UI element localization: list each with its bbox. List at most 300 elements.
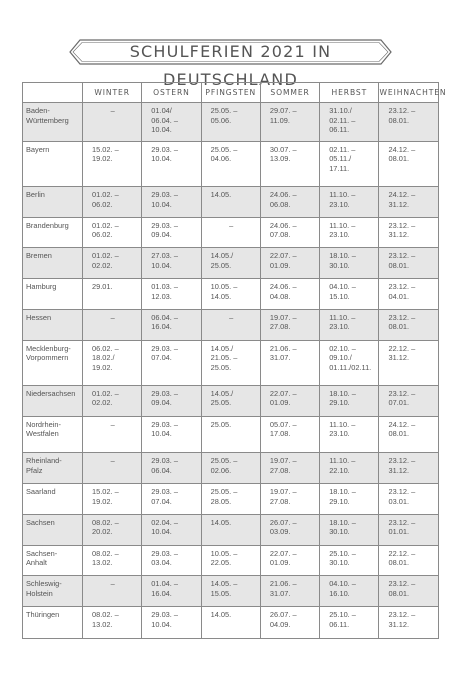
date-cell-sommer	[260, 248, 319, 279]
state-name-line: Thüringen	[26, 610, 60, 620]
date-line: 22.07. –	[269, 388, 297, 398]
date-line: 08.01.	[388, 154, 410, 164]
date-line: 01.02. –	[92, 220, 119, 230]
date-line: 27.03. –	[151, 251, 179, 261]
date-line: 29.03. –	[151, 343, 179, 353]
date-cell-sommer	[260, 545, 319, 576]
date-line: 03.01.	[388, 496, 410, 506]
date-line: 06.08.	[269, 199, 291, 209]
date-line: 02.10. –	[329, 343, 356, 353]
date-cell-weihnachten	[379, 385, 438, 416]
state-name-line: Pfalz	[26, 465, 43, 475]
date-cell-weihnachten	[379, 103, 438, 142]
date-line: 22.10.	[329, 465, 350, 475]
date-cell-sommer	[260, 576, 319, 607]
column-header-herbst: HERBST	[320, 83, 379, 103]
date-cell-pfingsten	[201, 576, 260, 607]
date-line: 09.04.	[151, 398, 172, 408]
date-cell-ostern	[142, 484, 201, 515]
date-cell-ostern	[142, 340, 201, 385]
date-line: 02.02.	[92, 260, 113, 270]
date-cell-ostern	[142, 514, 201, 545]
date-cell-pfingsten	[201, 385, 260, 416]
state-name-cell	[23, 484, 83, 515]
date-line: 18.10. –	[329, 388, 356, 398]
date-line: 08.01.	[388, 260, 410, 270]
date-line: 26.07. –	[269, 610, 297, 620]
table-row	[23, 340, 439, 385]
date-cell-weihnachten	[379, 248, 438, 279]
date-line: 06.11.	[329, 619, 350, 629]
date-line: 19.02.	[92, 362, 113, 372]
date-line: 17.08.	[269, 429, 291, 438]
date-line: 29.03. –	[151, 388, 179, 398]
state-name-line: Anhalt	[26, 558, 47, 568]
date-cell-pfingsten	[201, 340, 260, 385]
state-name-line: Bremen	[26, 251, 52, 261]
date-line: 02.11. –	[329, 144, 356, 154]
date-line: 10.04.	[151, 429, 172, 438]
date-line: 14.05.	[210, 517, 232, 527]
date-cell-pfingsten	[201, 217, 260, 248]
date-line: 21.06. –	[269, 343, 297, 353]
date-line: 05.06.	[210, 115, 232, 125]
date-line: 14.05.	[210, 291, 232, 301]
date-line: 10.05. –	[210, 282, 238, 292]
date-line: 01.01.	[388, 527, 410, 537]
date-line: 29.03. –	[151, 487, 179, 497]
page-title: SCHULFERIEN 2021 IN DEUTSCHLAND	[129, 42, 332, 89]
state-name-line: Hamburg	[26, 282, 57, 292]
date-line: 23.12. –	[388, 282, 416, 292]
date-line: 18.10. –	[329, 251, 356, 261]
date-line: 01.09.	[269, 558, 291, 568]
date-line: 23.12. –	[388, 456, 416, 466]
state-name-line: Bayern	[26, 144, 50, 154]
state-name-line: Westfalen	[26, 429, 59, 438]
state-name-line: Sachsen	[26, 517, 55, 527]
table-row	[23, 385, 439, 416]
date-line: 29.03. –	[151, 610, 179, 620]
date-line: 16.10.	[329, 588, 350, 598]
date-cell-ostern	[142, 576, 201, 607]
date-line: 08.02. –	[92, 610, 119, 620]
date-line: 23.12. –	[388, 251, 416, 261]
table-body	[23, 103, 439, 639]
date-line: 14.05. –	[210, 579, 238, 589]
column-header-ostern: OSTERN	[142, 83, 201, 103]
date-line: 27.08.	[269, 465, 291, 475]
date-line: 25.05.	[210, 260, 232, 270]
date-line: 24.06. –	[269, 190, 297, 200]
date-line: 22.12. –	[388, 343, 416, 353]
column-header-winter: WINTER	[83, 83, 142, 103]
date-cell-winter	[83, 576, 142, 607]
state-name-cell	[23, 514, 83, 545]
date-line: 19.02.	[92, 154, 113, 164]
date-line: 08.02. –	[92, 517, 119, 527]
date-line: –	[110, 579, 115, 589]
state-name-cell	[23, 141, 83, 186]
date-line: 10.05. –	[210, 548, 238, 558]
date-cell-pfingsten	[201, 484, 260, 515]
date-cell-ostern	[142, 141, 201, 186]
state-name-line: Vorpommern	[26, 353, 69, 363]
date-cell-herbst	[320, 217, 379, 248]
date-line: 13.02.	[92, 558, 113, 568]
date-cell-ostern	[142, 416, 201, 453]
state-name-cell	[23, 545, 83, 576]
date-cell-herbst	[320, 309, 379, 340]
date-line: 10.04.	[151, 260, 172, 270]
column-header-sommer: SOMMER	[260, 83, 319, 103]
date-line: 11.10. –	[329, 456, 356, 466]
date-line: 08.01.	[388, 322, 410, 332]
date-cell-winter	[83, 217, 142, 248]
date-cell-herbst	[320, 416, 379, 453]
table-row	[23, 416, 439, 453]
date-line: 21.05. –	[210, 353, 238, 363]
date-line: 31.10./	[329, 106, 352, 115]
date-line: 29.10.	[329, 496, 350, 506]
state-name-cell	[23, 217, 83, 248]
date-line: 27.08.	[269, 496, 291, 506]
date-cell-sommer	[260, 141, 319, 186]
state-name-cell	[23, 187, 83, 218]
date-line: –	[110, 419, 115, 429]
date-line: 25.05. –	[210, 106, 238, 115]
date-line: 02.11. –	[329, 115, 356, 125]
date-cell-sommer	[260, 279, 319, 310]
date-line: 16.04.	[151, 588, 172, 598]
table-row	[23, 103, 439, 142]
date-line: 29.03. –	[151, 548, 179, 558]
date-line: 08.02. –	[92, 548, 119, 558]
date-cell-winter	[83, 187, 142, 218]
date-cell-pfingsten	[201, 545, 260, 576]
date-line: 02.04. –	[151, 517, 179, 527]
date-line: 19.02.	[92, 496, 113, 506]
date-line: 17.11.	[329, 163, 350, 173]
date-line: 24.06. –	[269, 220, 297, 230]
date-line: 01.11./02.11.	[329, 362, 372, 372]
date-line: 31.12.	[388, 353, 410, 363]
date-line: 15.05.	[210, 588, 232, 598]
date-cell-winter	[83, 607, 142, 639]
state-name-line: Saarland	[26, 487, 56, 497]
date-line: 16.04.	[151, 322, 172, 332]
holiday-table	[22, 82, 447, 639]
date-cell-sommer	[260, 484, 319, 515]
date-cell-herbst	[320, 340, 379, 385]
date-cell-weihnachten	[379, 217, 438, 248]
date-line: 14.05.	[210, 190, 232, 200]
date-line: 14.05.	[210, 610, 232, 620]
date-cell-pfingsten	[201, 279, 260, 310]
state-name-line: Brandenburg	[26, 220, 69, 230]
table-row	[23, 453, 439, 484]
date-line: 13.09.	[269, 154, 291, 164]
date-cell-herbst	[320, 385, 379, 416]
date-cell-pfingsten	[201, 607, 260, 639]
date-line: 08.01.	[388, 558, 410, 568]
column-header-pfingsten: PFINGSTEN	[201, 83, 260, 103]
date-line: 24.12. –	[388, 419, 416, 429]
date-cell-sommer	[260, 416, 319, 453]
date-cell-herbst	[320, 453, 379, 484]
date-line: 20.02.	[92, 527, 113, 537]
date-line: 31.07.	[269, 588, 291, 598]
date-line: 06.04. –	[151, 115, 179, 125]
date-cell-herbst	[320, 248, 379, 279]
date-line: 25.10. –	[329, 610, 356, 620]
date-line: 25.05.	[210, 419, 232, 429]
date-cell-sommer	[260, 309, 319, 340]
date-line: 22.07. –	[269, 548, 297, 558]
date-line: 15.02. –	[92, 144, 119, 154]
date-line: 19.07. –	[269, 456, 297, 466]
date-line: 06.11.	[329, 125, 350, 134]
date-line: 31.12.	[388, 619, 410, 629]
state-name-line: Berlin	[26, 190, 45, 200]
date-cell-herbst	[320, 576, 379, 607]
date-line: 30.07. –	[269, 144, 297, 154]
date-cell-sommer	[260, 217, 319, 248]
date-cell-ostern	[142, 279, 201, 310]
date-line: 02.06.	[210, 465, 232, 475]
date-line: 24.12. –	[388, 190, 416, 200]
date-line: 02.02.	[92, 398, 113, 408]
date-line: 23.12. –	[388, 388, 416, 398]
date-line: 23.12. –	[388, 517, 416, 527]
date-line: 24.12. –	[388, 144, 416, 154]
date-cell-herbst	[320, 514, 379, 545]
date-cell-herbst	[320, 187, 379, 218]
date-line: 23.10.	[329, 322, 350, 332]
date-line: 06.04.	[151, 465, 172, 475]
date-line: –	[110, 312, 115, 322]
date-cell-sommer	[260, 607, 319, 639]
date-line: 27.08.	[269, 322, 291, 332]
date-cell-winter	[83, 453, 142, 484]
date-line: 06.02. –	[92, 343, 119, 353]
date-cell-weihnachten	[379, 279, 438, 310]
date-cell-herbst	[320, 545, 379, 576]
date-line: 18.10. –	[329, 487, 356, 497]
state-name-line: Niedersachsen	[26, 388, 76, 398]
state-name-line: Mecklenburg-	[26, 343, 71, 353]
date-line: 29.03. –	[151, 456, 179, 466]
date-line: 07.04.	[151, 496, 172, 506]
title-banner	[64, 38, 397, 89]
table-row	[23, 187, 439, 218]
state-name-cell	[23, 607, 83, 639]
date-cell-pfingsten	[201, 309, 260, 340]
date-line: 11.10. –	[329, 220, 356, 230]
date-line: 25.05. –	[210, 487, 238, 497]
column-header-weihnachten: WEIHNACHTEN	[379, 83, 438, 103]
date-line: 14.05./	[210, 388, 234, 398]
date-line: 21.06. –	[269, 579, 297, 589]
table-row	[23, 576, 439, 607]
date-cell-winter	[83, 248, 142, 279]
date-line: 15.02. –	[92, 487, 119, 497]
state-name-line: Holstein	[26, 588, 53, 598]
state-name-line: Hessen	[26, 312, 52, 322]
date-cell-weihnachten	[379, 545, 438, 576]
date-line: 29.10.	[329, 398, 350, 408]
date-line: 22.05.	[210, 558, 232, 568]
date-line: 07.04.	[151, 353, 172, 363]
table-row	[23, 607, 439, 639]
date-line: 23.12. –	[388, 610, 416, 620]
date-line: 25.10. –	[329, 548, 356, 558]
date-line: 31.12.	[388, 230, 410, 240]
date-line: 22.07. –	[269, 251, 297, 261]
date-line: 14.05./	[210, 251, 234, 261]
date-line: 10.04.	[151, 619, 172, 629]
date-cell-herbst	[320, 279, 379, 310]
date-line: 31.07.	[269, 353, 291, 363]
date-line: 29.03. –	[151, 190, 179, 200]
date-cell-winter	[83, 416, 142, 453]
date-line: 23.12. –	[388, 312, 416, 322]
date-line: 07.08.	[269, 230, 291, 240]
date-cell-ostern	[142, 309, 201, 340]
state-name-line: Nordrhein-	[26, 419, 61, 429]
state-name-cell	[23, 453, 83, 484]
date-line: 23.10.	[329, 199, 350, 209]
table-row	[23, 279, 439, 310]
date-line: 29.03. –	[151, 144, 179, 154]
date-line: 09.10./	[329, 353, 352, 363]
date-cell-weihnachten	[379, 141, 438, 186]
state-name-cell	[23, 340, 83, 385]
date-line: –	[110, 456, 115, 466]
date-cell-sommer	[260, 103, 319, 142]
date-line: 29.03. –	[151, 419, 179, 429]
date-line: 04.08.	[269, 291, 291, 301]
date-cell-weihnachten	[379, 576, 438, 607]
state-name-line: Baden-	[26, 106, 50, 115]
date-line: 31.12.	[388, 465, 410, 475]
date-cell-pfingsten	[201, 103, 260, 142]
date-cell-ostern	[142, 545, 201, 576]
state-name-cell	[23, 576, 83, 607]
date-line: 11.09.	[269, 115, 290, 125]
date-cell-pfingsten	[201, 248, 260, 279]
date-line: 06.02.	[92, 230, 113, 240]
date-line: 11.10. –	[329, 312, 356, 322]
date-line: 18.02./	[92, 353, 115, 363]
date-line: 25.05. –	[210, 144, 238, 154]
date-line: 08.01.	[388, 588, 410, 598]
date-line: 10.04.	[151, 125, 172, 134]
date-line: 06.04. –	[151, 312, 179, 322]
date-line: 01.09.	[269, 260, 291, 270]
date-line: 09.04.	[151, 230, 172, 240]
date-line: 11.10. –	[329, 419, 356, 429]
state-name-line: Sachsen-	[26, 548, 58, 558]
date-line: 12.03.	[151, 291, 172, 301]
date-line: –	[229, 312, 234, 322]
table-row	[23, 309, 439, 340]
date-line: 25.05.	[210, 398, 232, 408]
date-cell-winter	[83, 141, 142, 186]
date-line: 25.05. –	[210, 456, 238, 466]
date-line: 11.10. –	[329, 190, 356, 200]
state-name-cell	[23, 248, 83, 279]
date-cell-winter	[83, 279, 142, 310]
date-line: 22.12. –	[388, 548, 416, 558]
date-line: 01.02. –	[92, 251, 119, 261]
date-cell-ostern	[142, 607, 201, 639]
date-line: 25.05.	[210, 362, 232, 372]
table-row	[23, 217, 439, 248]
date-cell-sommer	[260, 385, 319, 416]
date-line: 14.05./	[210, 343, 234, 353]
date-cell-weihnachten	[379, 416, 438, 453]
date-cell-weihnachten	[379, 187, 438, 218]
table-row	[23, 484, 439, 515]
date-cell-winter	[83, 340, 142, 385]
date-line: 07.01.	[388, 398, 410, 408]
date-line: 29.03. –	[151, 220, 179, 230]
column-header-state	[23, 83, 83, 103]
date-cell-weihnachten	[379, 484, 438, 515]
date-cell-ostern	[142, 103, 201, 142]
date-line: 19.07. –	[269, 312, 297, 322]
date-cell-herbst	[320, 484, 379, 515]
date-line: 04.01.	[388, 291, 410, 301]
state-name-line: Württemberg	[26, 115, 69, 125]
date-line: 01.04. –	[151, 579, 179, 589]
date-cell-ostern	[142, 453, 201, 484]
date-line: 18.10. –	[329, 517, 356, 527]
state-name-line: Schleswig-	[26, 579, 62, 589]
state-name-line: Rheinland-	[26, 456, 62, 466]
date-line: 04.06.	[210, 154, 232, 164]
date-cell-sommer	[260, 514, 319, 545]
date-cell-pfingsten	[201, 453, 260, 484]
date-cell-ostern	[142, 187, 201, 218]
date-line: 05.07. –	[269, 419, 297, 429]
date-cell-winter	[83, 385, 142, 416]
date-cell-weihnachten	[379, 340, 438, 385]
table-row	[23, 514, 439, 545]
date-cell-ostern	[142, 217, 201, 248]
date-line: 10.04.	[151, 527, 172, 537]
date-line: 10.04.	[151, 199, 172, 209]
table-row	[23, 141, 439, 186]
date-line: 30.10.	[329, 527, 350, 537]
date-line: 23.12. –	[388, 106, 416, 115]
date-cell-ostern	[142, 248, 201, 279]
date-line: 01.09.	[269, 398, 291, 408]
date-line: 29.01.	[92, 282, 113, 292]
state-name-cell	[23, 385, 83, 416]
date-cell-winter	[83, 309, 142, 340]
date-line: 04.10. –	[329, 282, 356, 292]
date-line: 29.07. –	[269, 106, 297, 115]
date-cell-pfingsten	[201, 187, 260, 218]
date-cell-winter	[83, 514, 142, 545]
date-cell-pfingsten	[201, 141, 260, 186]
date-cell-pfingsten	[201, 514, 260, 545]
date-line: 01.03. –	[151, 282, 179, 292]
date-line: 08.01.	[388, 115, 410, 125]
date-line: 01.04/	[151, 106, 172, 115]
